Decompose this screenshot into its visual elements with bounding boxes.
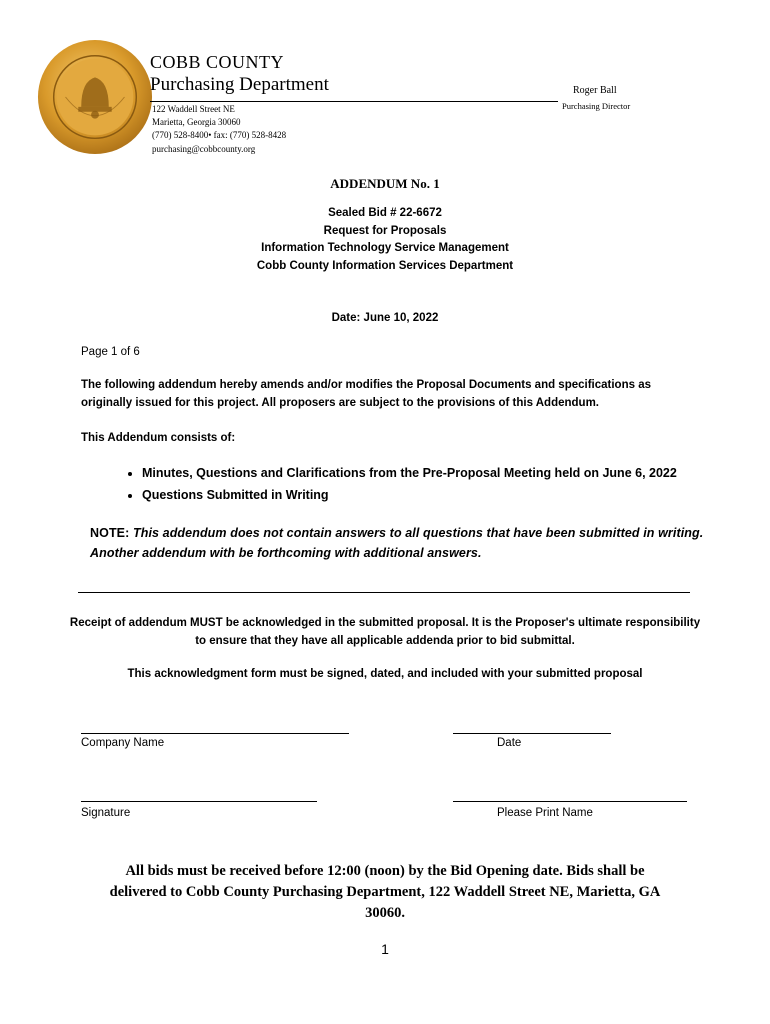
company-name-line[interactable] — [81, 733, 349, 734]
list-item: • Questions Submitted in Writing — [142, 484, 677, 506]
intro-line: originally issued for this project. All proposers are subject to the provisions of this Addendum. — [81, 397, 599, 409]
ack-instruction: This acknowledgment form must be signed, dated, and included with your submitted proposal — [127, 668, 643, 680]
addendum-date: Date: June 10, 2022 — [331, 312, 439, 324]
print-name-label: Please Print Name — [497, 807, 593, 819]
print-name-line[interactable] — [453, 801, 687, 802]
dept-name: Purchasing Department — [150, 74, 329, 95]
date-line[interactable] — [453, 733, 611, 734]
header-rule — [150, 101, 558, 102]
note — [90, 523, 740, 563]
page-info: Page 1 of 6 — [81, 346, 140, 358]
submission-notice — [0, 861, 770, 924]
receipt-notice — [0, 614, 770, 650]
note-label: NOTE: — [90, 526, 130, 540]
addendum-title: ADDENDUM No. 1 — [330, 176, 440, 191]
signature-label: Signature — [81, 807, 131, 819]
addendum-contents-list — [118, 462, 677, 506]
receipt-line: Receipt of addendum MUST be acknowledged in the submitted proposal. It is the Proposer's ultimate responsibility — [69, 617, 701, 629]
rfp-label: Request for Proposals — [323, 225, 447, 237]
divider — [78, 592, 690, 593]
address-line: 122 Waddell Street NE — [152, 104, 235, 114]
date-label: Date — [497, 737, 522, 749]
note-text: This addendum does not contain answers to all questions that have been submitted in writing. — [132, 526, 704, 540]
bid-number: Sealed Bid # 22-6672 — [328, 207, 442, 219]
page-number: 1 — [381, 941, 389, 957]
submission-line: 30060. — [365, 905, 405, 921]
phone-line: (770) 528-8400• fax: (770) 528-8428 — [152, 130, 287, 140]
director-name: Roger Ball — [573, 85, 617, 96]
email-line: purchasing@cobbcounty.org — [152, 144, 256, 154]
note-text: Another addendum with be forthcoming with additional answers. — [90, 546, 482, 560]
submission-line: All bids must be received before 12:00 (noon) by the Bid Opening date. Bids shall be — [125, 863, 645, 879]
intro-line: The following addendum hereby amends and/or modifies the Proposal Documents and specifications as — [81, 379, 651, 391]
list-item: • Minutes, Questions and Clarifications from the Pre-Proposal Meeting held on June 6, 2022 — [142, 462, 677, 484]
department-name: Cobb County Information Services Department — [256, 260, 514, 272]
signature-line[interactable] — [81, 801, 317, 802]
address-line: Marietta, Georgia 30060 — [152, 117, 241, 127]
cobb-county-seal-icon — [36, 38, 154, 156]
org-name: COBB COUNTY — [150, 52, 285, 72]
company-name-label: Company Name — [81, 737, 165, 749]
project-name: Information Technology Service Management — [261, 242, 509, 254]
receipt-line: to ensure that they have all applicable addenda prior to bid submittal. — [195, 635, 575, 647]
consists-of: This Addendum consists of: — [81, 432, 236, 444]
submission-line: delivered to Cobb County Purchasing Department, 122 Waddell Street NE, Marietta, GA — [109, 884, 661, 900]
director-title: Purchasing Director — [562, 101, 631, 111]
